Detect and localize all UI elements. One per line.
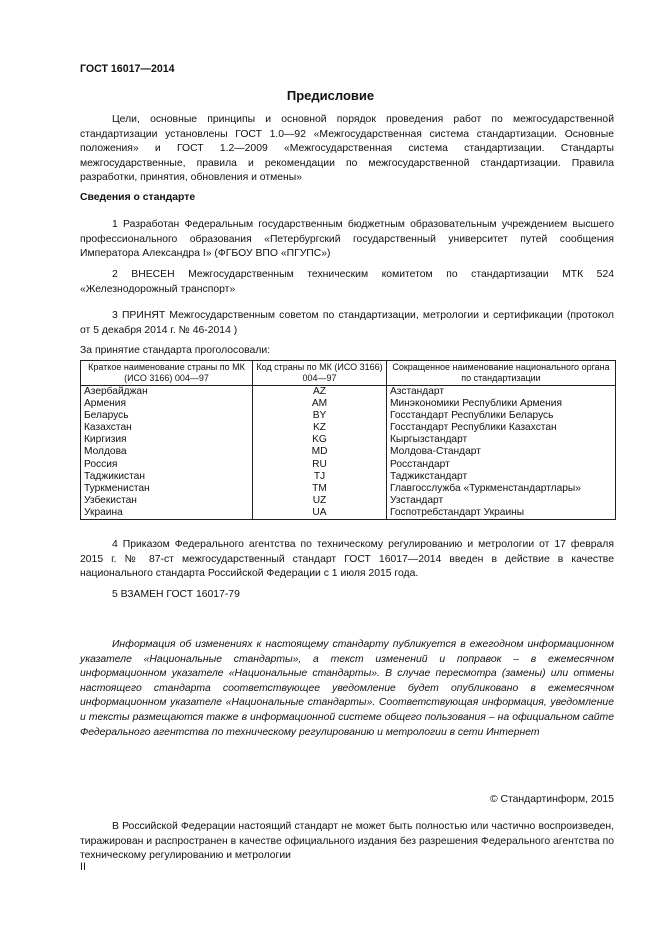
intro-paragraph: Цели, основные принципы и основной порядок проведения работ по межгосударственной стандартизации установлены ГОСТ 1.0—92 «Межгосударственная система стандартизации. Основные положения» и ГОСТ 1.2—2009 «Межгосударственная система стандартизации. Стандарты межгосударственные, правила и рекомендации по межгосударственной стандартизации. Правила разработки, принятия, обновления и отмены» [80,114,614,184]
page-title: Предисловие [286,88,375,103]
vote-table-header-row [81,361,616,386]
header-standards-body: Сокращенное наименование национального органа по стандартизации [387,361,616,386]
country-cell: Таджикистан [81,471,253,483]
item-3-paragraph: 3 ПРИНЯТ Межгосударственным советом по стандартизации, метрологии и сертификации (протокол от 5 декабря 2014 г. № 46-2014 ) [80,310,614,336]
country-cell: Туркменистан [81,483,253,495]
body-cell: Госстандарт Республики Казахстан [387,422,616,434]
table-row [81,495,616,507]
body-cell: Главгосслужба «Туркменстандартлары» [387,483,616,495]
vote-caption: За принятие стандарта проголосовали: [80,345,271,356]
item-1-paragraph: 1 Разработан Федеральным государственным бюджетным образовательным учреждением высшего профессионального образования «Петербургский государственный университет путей сообщения Императора Александра I» (ФГБОУ ВПО «ПГУПС») [80,219,614,260]
table-row [81,386,616,399]
body-cell: Госпотребстандарт Украины [387,507,616,520]
body-cell: Узстандарт [387,495,616,507]
body-cell: Кыргызстандарт [387,434,616,446]
country-cell: Киргизия [81,434,253,446]
country-cell: Армения [81,398,253,410]
code-cell: KZ [253,422,387,434]
table-row [81,434,616,446]
country-cell: Азербайджан [81,386,253,399]
table-row [81,398,616,410]
table-row [81,446,616,458]
country-cell: Украина [81,507,253,520]
body-cell: Госстандарт Республики Беларусь [387,410,616,422]
code-cell: UA [253,507,387,520]
code-cell: KG [253,434,387,446]
item-4-paragraph: 4 Приказом Федерального агентства по техническому регулированию и метрологии от 17 февраля 2015 г. № 87-ст межгосударственный стандарт ГОСТ 16017—2014 введен в действие в качестве национального стандарта Российской Федерации с 1 июля 2015 года. [80,539,614,580]
code-cell: RU [253,459,387,471]
section-heading: Сведения о стандарте [80,192,196,203]
table-row [81,410,616,422]
code-cell: MD [253,446,387,458]
country-cell: Россия [81,459,253,471]
body-cell: Росстандарт [387,459,616,471]
country-cell: Узбекистан [81,495,253,507]
vote-table [80,360,616,520]
body-cell: Азстандарт [387,386,616,399]
table-row [81,483,616,495]
header-country-name: Краткое наименование страны по МК (ИСО 3166) 004—97 [81,361,253,386]
code-cell: BY [253,410,387,422]
item-2-paragraph: 2 ВНЕСЕН Межгосударственным техническим комитетом по стандартизации МТК 524 «Железнодорожный транспорт» [80,269,614,295]
body-cell: Молдова-Стандарт [387,446,616,458]
code-cell: UZ [253,495,387,507]
country-cell: Беларусь [81,410,253,422]
code-cell: AZ [253,386,387,399]
item-5-paragraph: 5 ВЗАМЕН ГОСТ 16017-79 [112,589,240,600]
info-note-paragraph: Информация об изменениях к настоящему стандарту публикуется в ежегодном информационном указателе «Национальные стандарты», а текст изменений и поправок – в ежемесячном информационном указателе «Национальные стандарты». В случае пересмотра (замены) или отмены настоящего стандарта соответствующее уведомление будет опубликовано в ежемесячном информационном указателе «Национальные стандарты». Соответствующая информация, уведомление и тексты размещаются также в информационной системе общего пользования – на официальном сайте Федерального агентства по техническому регулированию и метрологии в сети Интернет [80,639,614,738]
country-cell: Казахстан [81,422,253,434]
body-cell: Таджикстандарт [387,471,616,483]
table-row [81,422,616,434]
code-cell: TJ [253,471,387,483]
reproduction-notice-paragraph: В Российской Федерации настоящий стандарт не может быть полностью или частично воспроизведен, тиражирован и распространен в качестве официального издания без разрешения Федерального агентства по техническому регулированию и метрологии [80,821,614,862]
table-row [81,459,616,471]
copyright-line: © Стандартинформ, 2015 [489,794,614,805]
table-row [81,471,616,483]
body-cell: Минэкономики Республики Армения [387,398,616,410]
page-number: II [80,861,86,873]
country-cell: Молдова [81,446,253,458]
code-cell: TM [253,483,387,495]
table-row [81,507,616,520]
document-code-header: ГОСТ 16017—2014 [80,63,175,75]
header-country-code: Код страны по МК (ИСО 3166) 004—97 [253,361,387,386]
code-cell: AM [253,398,387,410]
